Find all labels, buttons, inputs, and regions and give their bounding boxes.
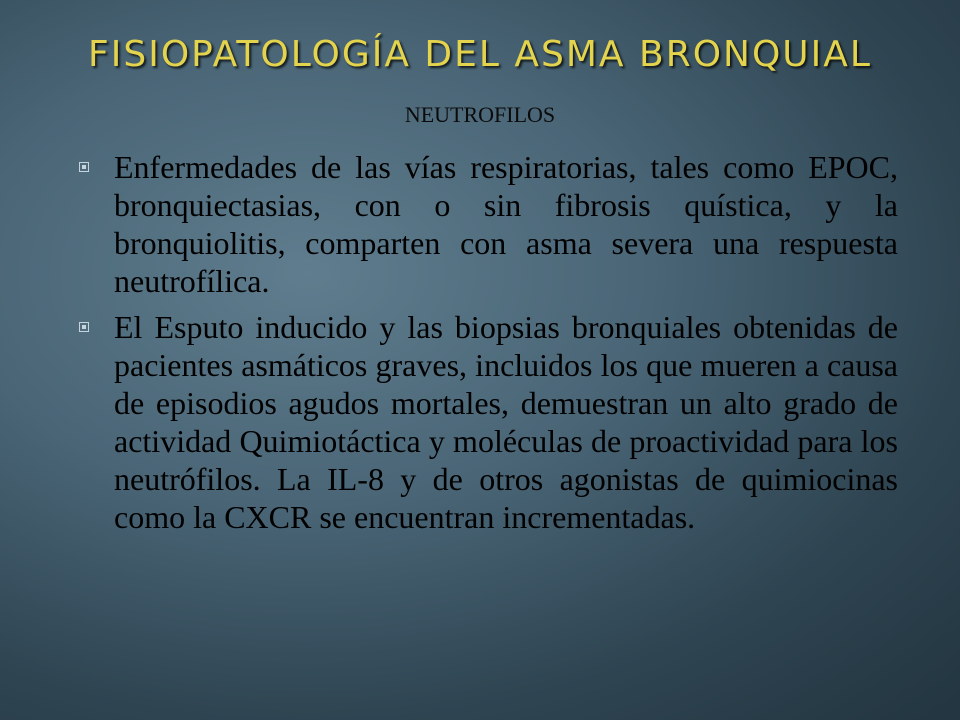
slide-subtitle: NEUTROFILOS [404,102,556,127]
slide-title: FISIOPATOLOGÍA DEL ASMA BRONQUIAL [88,34,872,75]
bullet-text: El Esputo inducido y las biopsias bronquiales obtenidas de pacientes asmáticos graves, incluidos los que mueren a causa de episodios agudos mortales, demuestran un alto grado de actividad Quimiotáctica y moléculas de proactividad para los neutrófilos. La IL-8 y de otros agonistas de quimiocinas como la CXCR se encuentran incrementadas. [114,309,898,535]
square-bullet-icon [79,162,89,172]
square-bullet-icon [79,322,89,332]
bullet-item [76,148,898,300]
bullet-text: Enfermedades de las vías respiratorias, tales como EPOC, bronquiectasias, con o sin fibrosis quística, y la bronquiolitis, comparten con asma severa una respuesta neutrofílica. [114,149,898,299]
bullet-item [76,308,898,536]
bullet-list [76,148,898,544]
